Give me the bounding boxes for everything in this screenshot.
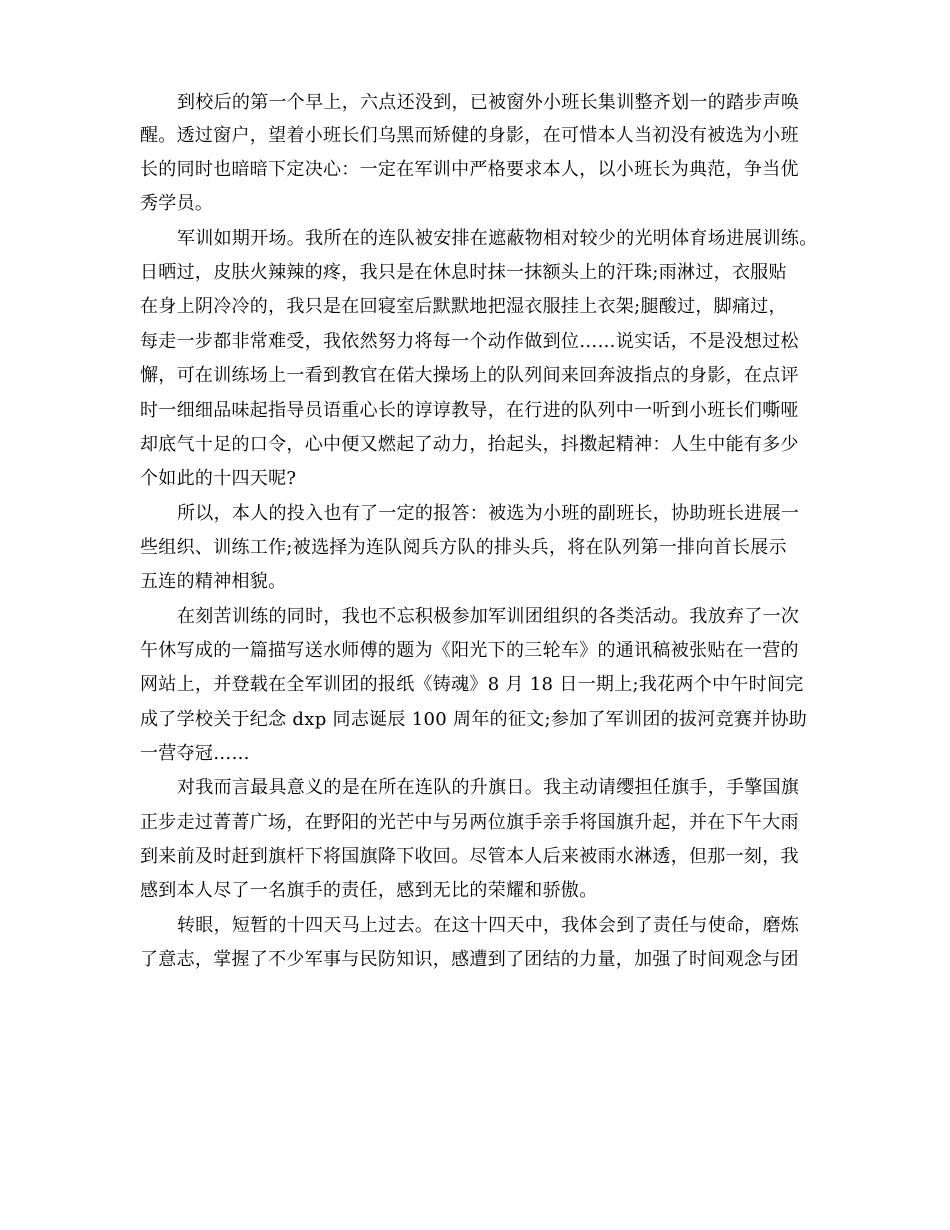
text-line: 所以，本人的投入也有了一定的报答：被选为小班的副班长，协助班长进展一: [177, 503, 800, 524]
text-line: 五连的精神相貌。: [140, 571, 287, 592]
text-line: 到校后的第一个早上，六点还没到，已被窗外小班长集训整齐划一的踏步声唤: [177, 92, 800, 113]
text-line: 日晒过，皮肤火辣辣的疼，我只是在休息时抹一抹额头上的汗珠;雨淋过，衣服贴: [140, 262, 787, 283]
text-line: 长的同时也暗暗下定决心：一定在军训中严格要求本人，以小班长为典范，争当优: [140, 159, 799, 180]
text-line: 成了学校关于纪念 dxp 同志诞辰 100 周年的征文;参加了军训团的拔河竞赛并协助: [140, 709, 808, 730]
text-line: 感到本人尽了一名旗手的责任，感到无比的荣耀和骄傲。: [140, 880, 598, 901]
text-line: 懈，可在训练场上一看到教官在偌大操场上的队列间来回奔波指点的身影，在点评: [140, 365, 799, 386]
text-line: 却底气十足的口令，心中便又燃起了动力，抬起头，抖擞起精神：人生中能有多少: [140, 434, 799, 455]
text-line: 时一细细品味起指导员语重心长的谆谆教导，在行进的队列中一听到小班长们嘶哑: [140, 400, 799, 421]
text-line: 每走一步都非常难受，我依然努力将每一个动作做到位……说实话，不是没想过松: [140, 331, 799, 352]
text-line: 秀学员。: [140, 193, 214, 214]
text-line: 些组织、训练工作;被选择为连队阅兵方队的排头兵，将在队列第一排向首长展示: [140, 537, 787, 558]
text-line: 午休写成的一篇描写送水师傅的题为《阳光下的三轮车》的通讯稿被张贴在一营的: [140, 640, 799, 661]
text-line: 正步走过菁菁广场，在野阳的光芒中与另两位旗手亲手将国旗升起，并在下午大雨: [140, 812, 799, 833]
text-line: 网站上，并登载在全军训团的报纸《铸魂》8 月 18 日一期上;我花两个中午时间完: [140, 674, 804, 695]
text-line: 了意志，掌握了不少军事与民防知识，感遭到了团结的力量，加强了时间观念与团: [140, 949, 799, 970]
text-line: 在刻苦训练的同时，我也不忘积极参加军训团组织的各类活动。我放弃了一次: [177, 606, 800, 627]
text-line: 在身上阴冷冷的，我只是在回寝室后默默地把湿衣服挂上衣架;腿酸过，脚痛过，: [140, 296, 787, 317]
text-line: 军训如期开场。我所在的连队被安排在遮蔽物相对较少的光明体育场进展训练。: [177, 228, 818, 249]
text-line: 一营夺冠……: [140, 743, 250, 764]
text-line: 醒。透过窗户，望着小班长们乌黑而矫健的身影，在可惜本人当初没有被选为小班: [140, 125, 799, 146]
text-line: 对我而言最具意义的是在所在连队的升旗日。我主动请缨担任旗手，手擎国旗: [177, 777, 800, 798]
text-line: 个如此的十四天呢?: [140, 468, 297, 489]
text-line: 转眼，短暂的十四天马上过去。在这十四天中，我体会到了责任与使命，磨炼: [177, 915, 800, 936]
text-line: 到来前及时赶到旗杆下将国旗降下收回。尽管本人后来被雨水淋透，但那一刻，我: [140, 846, 799, 867]
